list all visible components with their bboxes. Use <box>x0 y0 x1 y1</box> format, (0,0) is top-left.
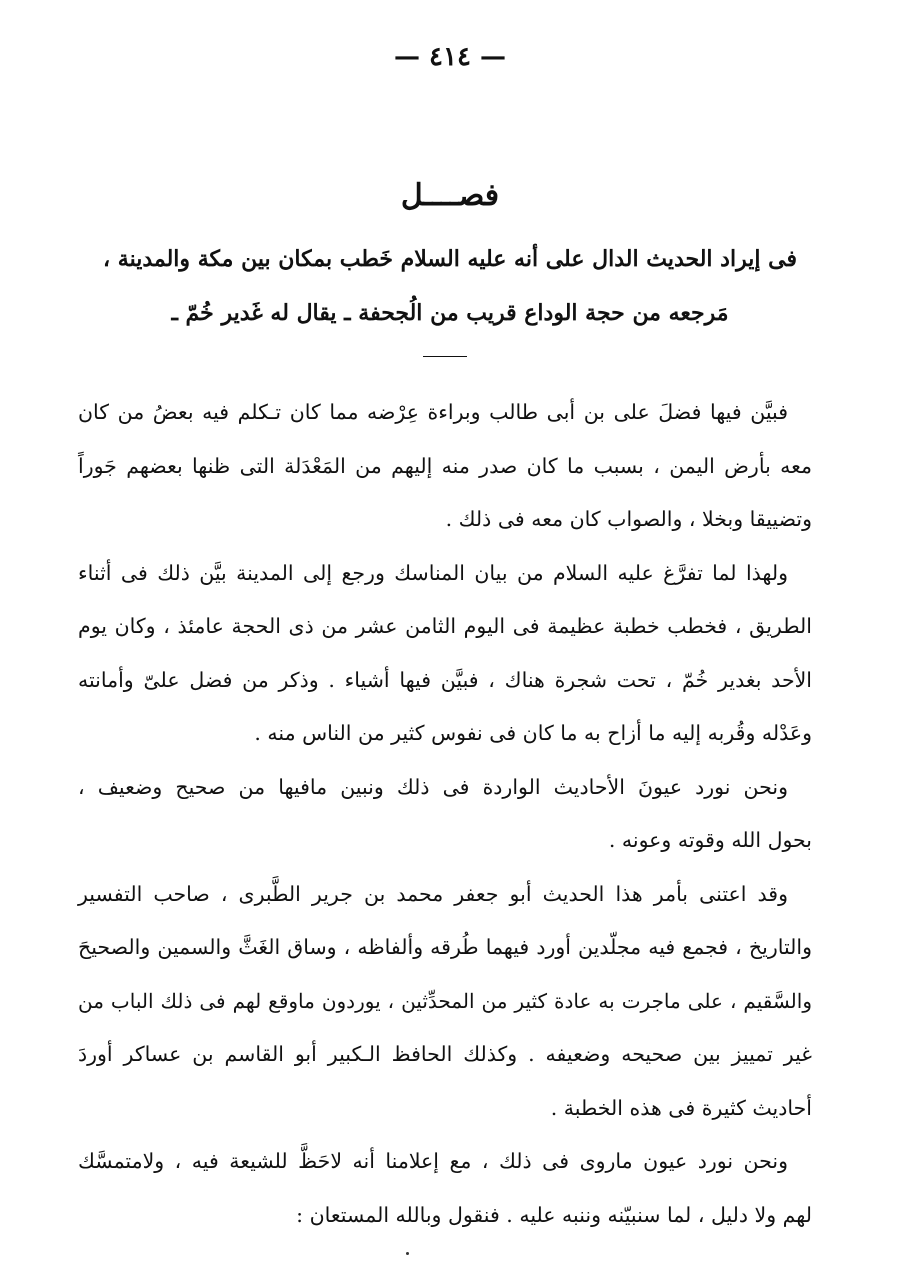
body-text <box>78 386 812 1242</box>
text-line: لهم ولا دليل ، لما سنبيّنه وننبه عليه . فنقول وبالله المستعان : <box>296 1202 812 1227</box>
text-line: والتاريخ ، فجمع فيه مجلّدين أورد فيهما طُرقه وألفاظه ، وساق الغَثَّ والسمين والصحيحَ <box>78 935 813 959</box>
text-line: أحاديث كثيرة فى هذه الخطبة . <box>550 1095 812 1120</box>
text-line: وقد اعتنى بأمر هذا الحديث أبو جعفر محمد بن جرير الطَّبرى ، صاحب التفسير <box>78 881 788 906</box>
text-line: ونحن نورد عيون ماروى فى ذلك ، مع إعلامنا أنه لاحَظَّ للشيعة فيه ، ولامتمسَّك <box>78 1149 788 1173</box>
text-line: والسَّقيم ، على ماجرت به عادة كثير من المحدِّثين ، يوردون ماوقع لهم فى ذلك الباب من <box>78 988 812 1013</box>
subtitle-line: مَرجعه من حجة الوداع قريب من الُجحفة ـ يقال له غَدير خُمّ ـ <box>171 300 729 326</box>
text-line: ولهذا لما تفرَّغ عليه السلام من بيان المناسك ورجع إلى المدينة بيَّن ذلك فى أثناء <box>78 560 788 585</box>
text-line: الطريق ، فخطب خطبة عظيمة فى اليوم الثامن عشر من ذى الحجة عامئذ ، وكان يوم <box>78 614 812 638</box>
section-subtitle <box>60 232 840 340</box>
text-line: فبيَّن فيها فضلَ على بن أبى طالب وبراءة عِرْضه مما كان تـكلم فيه بعضُ من كان <box>78 400 788 424</box>
text-line: وعَدْله وقُربه إليه ما أزاح به ما كان فى نفوس كثير من الناس منه . <box>254 721 812 745</box>
title-divider <box>423 356 467 357</box>
text-line: معه بأرض اليمن ، بسبب ما كان صدر منه إليهم من المَعْدَلة التى ظنها بعضهم جَوراً <box>78 453 812 478</box>
text-line: وتضييقا وبخلا ، والصواب كان معه فى ذلك . <box>445 507 812 531</box>
text-line: غير تمييز بين صحيحه وضعيفه . وكذلك الحافظ الـكبير أبو القاسم بن عساكر أوردَ <box>78 1042 812 1066</box>
text-line: الأحد بغدير خُمّ ، تحت شجرة هناك ، فبيَّن فيها أشياء . وذكر من فضل علىّ وأمانته <box>78 667 812 692</box>
subtitle-line: فى إيراد الحديث الدال على أنه عليه السلام خَطب بمكان بين مكة والمدينة ، <box>103 246 797 272</box>
text-line: ونحن نورد عيونَ الأحاديث الواردة فى ذلك ونبين مافيها من صحيح وضعيف ، <box>78 774 788 799</box>
section-title: فصــــل <box>400 178 500 213</box>
footer-dot <box>406 1252 409 1255</box>
page-number: — ٤١٤ — <box>393 42 507 72</box>
text-line: بحول الله وقوته وعونه . <box>608 828 812 852</box>
